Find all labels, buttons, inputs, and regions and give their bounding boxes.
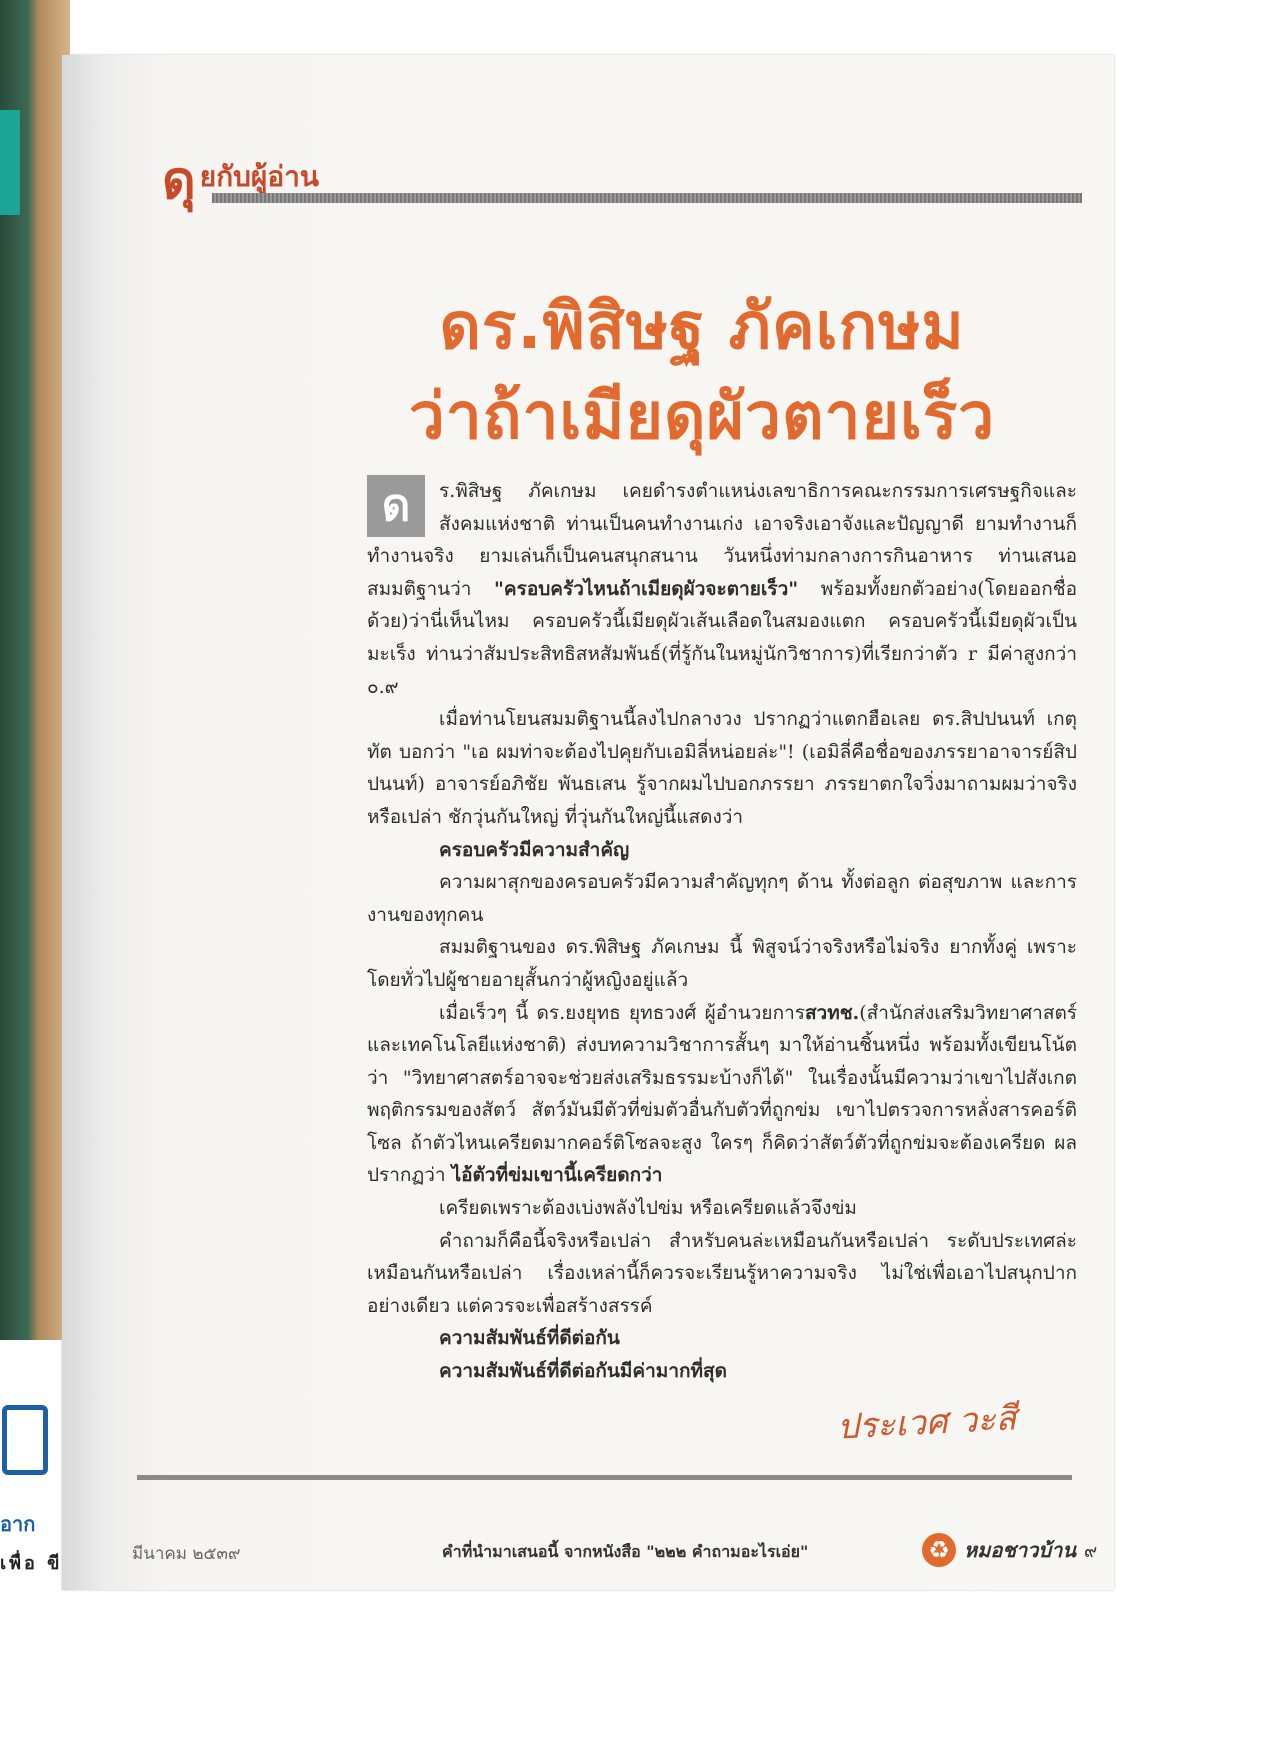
adjacent-page-spine xyxy=(0,0,70,1590)
drop-cap: ด xyxy=(367,475,425,537)
author-signature: ประเวศ วะสี xyxy=(836,1398,1018,1448)
paragraph-7: คำถามก็คือนี้จริงหรือเปล่า สำหรับคนล่ะเหมือนกันหรือเปล่า ระดับประเทศล่ะเหมือนกันหรือเปล่า เรื่องเหล่านี้ก็ควรจะเรียนรู้หาความจริง ไม่ใช่เพื่อเอาไปสนุกปากอย่างเดียว แต่ควรจะเพื่อสร้างสรรค์ xyxy=(367,1229,1077,1317)
spine-text-top: อาก xyxy=(0,1512,36,1536)
column-letter: ดุ xyxy=(162,151,196,211)
p5-bold-org: สวทช. xyxy=(804,1001,860,1024)
p5-text-b: (สำนักส่งเสริมวิทยาศาสตร์และเทคโนโลยีแห่งชาติ) ส่งบทความวิชาการสั้นๆ มาให้อ่านชิ้นหนึ่ง พร้อมทั้งเขียนโน้ตว่า "วิทยาศาสตร์อาจจะช่วยส่งเสริมธรรมะบ้างก็ได้" ในเรื่องนั้นมีความว่าเขาไปสังเกตพฤติกรรมของสัตว์ สัตว์มันมีตัวที่ข่มตัวอื่นกับตัวที่ถูกข่ม เขาไปตรวจการหลั่งสารคอร์ติโซล ถ้าตัวไหนเครียดมากคอร์ติโซลจะสูง ใครๆ ก็คิดว่าสัตว์ตัวที่ถูกข่มจะต้องเครียด ผลปรากฏว่า xyxy=(367,1001,1077,1187)
p1-text: ร.พิสิษฐ ภัคเกษม เคยดำรงตำแหน่งเลขาธิการคณะกรรมการเศรษฐกิจและสังคมแห่งชาติ ท่านเป็นคนทำงานเก่ง เอาจริงเอาจังและปัญญาดี ยามทำงานก็ทำงานจริง ยามเล่นก็เป็นคนสนุกสนาน วันหนึ่งท่ามกลางการกินอาหาร ท่านเสนอสมมติฐานว่า xyxy=(367,480,1077,600)
spine-text-bottom: เพื่อ ขี xyxy=(0,1553,63,1574)
spine-logo-icon xyxy=(2,1405,48,1475)
subheading-relationship-value: ความสัมพันธ์ที่ดีต่อกันมีค่ามากที่สุด xyxy=(439,1360,727,1383)
subheading-family: ครอบครัวมีความสำคัญ xyxy=(439,838,630,861)
paragraph-2: เมื่อท่านโยนสมมติฐานนี้ลงไปกลางวง ปรากฏว่าแตกฮือเลย ดร.สิปปนนท์ เกตุทัต บอกว่า "เอ ผมท่าจะต้องไปคุยกับเอมิลี่หน่อยล่ะ"! (เอมิลี่คือชื่อของภรรยาอาจารย์สิปปนนท์) อาจารย์อภิชัย พันธเสน รู้จากผมไปบอกภรรยา ภรรยาตกใจวิ่งมาถามผมว่าจริงหรือเปล่า ชักวุ่นกันใหญ่ ที่วุ่นกันใหญ่นี้แสดงว่า xyxy=(367,708,1077,828)
footer-source-note: คำที่นำมาเสนอนี้ จากหนังสือ "๒๒๒ คำถามอะไรเอ่ย" xyxy=(442,1542,809,1561)
article-title-line2: ว่าถ้าเมียดุผัวตายเร็ว xyxy=(408,380,996,454)
spine-teal-block xyxy=(0,110,20,215)
magazine-name: หมอชาวบ้าน xyxy=(964,1538,1077,1562)
p5-text-a: เมื่อเร็วๆ นี้ ดร.ยงยุทธ ยุทธวงศ์ ผู้อำนวยการ xyxy=(439,1001,805,1024)
magazine-page xyxy=(62,55,1114,1590)
footer-rule xyxy=(137,1475,1072,1480)
footer-masthead xyxy=(922,1533,1097,1567)
paragraph-3: ความผาสุกของครอบครัวมีความสำคัญทุกๆ ด้าน ทั้งต่อลูก ต่อสุขภาพ และการงานของทุกคน xyxy=(367,871,1077,926)
page-number: ๙ xyxy=(1084,1540,1098,1562)
recycle-icon: ♻ xyxy=(922,1533,956,1567)
header-rule xyxy=(212,193,1082,203)
paragraph-6: เครียดเพราะต้องเบ่งพลังไปข่ม หรือเครียดแล้วจึงข่ม xyxy=(439,1197,857,1220)
article-title-line1: ดร.พิสิษฐ ภัคเกษม xyxy=(439,290,965,364)
paragraph-4: สมมติฐานของ ดร.พิสิษฐ ภัคเกษม นี้ พิสูจน์ว่าจริงหรือไม่จริง ยากทั้งคู่ เพราะโดยทั่วไปผู้ชายอายุสั้นกว่าผู้หญิงอยู่แล้ว xyxy=(367,936,1077,991)
footer-date: มีนาคม ๒๕๓๙ xyxy=(132,1544,241,1564)
p1-bold-quote: "ครอบครัวไหนถ้าเมียดุผัวจะตายเร็ว" xyxy=(494,577,799,600)
subheading-relationship: ความสัมพันธ์ที่ดีต่อกัน xyxy=(439,1327,620,1350)
p1-rest: พร้อมทั้งยกตัวอย่าง(โดยออกชื่อด้วย)ว่านี่เห็นไหม ครอบครัวนี้เมียดุผัวเส้นเลือดในสมองแตก ครอบครัวนี้เมียดุผัวเป็นมะเร็ง ท่านว่าสัมประสิทธิสหสัมพันธ์(ที่รู้กันในหมู่นักวิชาการ)ที่เรียกว่าตัว r มีค่าสูงกว่า ๐.๙ xyxy=(367,577,1078,698)
column-label: ยกับผู้อ่าน xyxy=(199,160,319,193)
paragraph-1 xyxy=(367,475,1077,703)
p5-bold-result: ไอ้ตัวที่ข่มเขานี้เครียดกว่า xyxy=(451,1164,663,1187)
paragraph-5 xyxy=(367,997,1077,1193)
article-body xyxy=(367,475,1077,1388)
